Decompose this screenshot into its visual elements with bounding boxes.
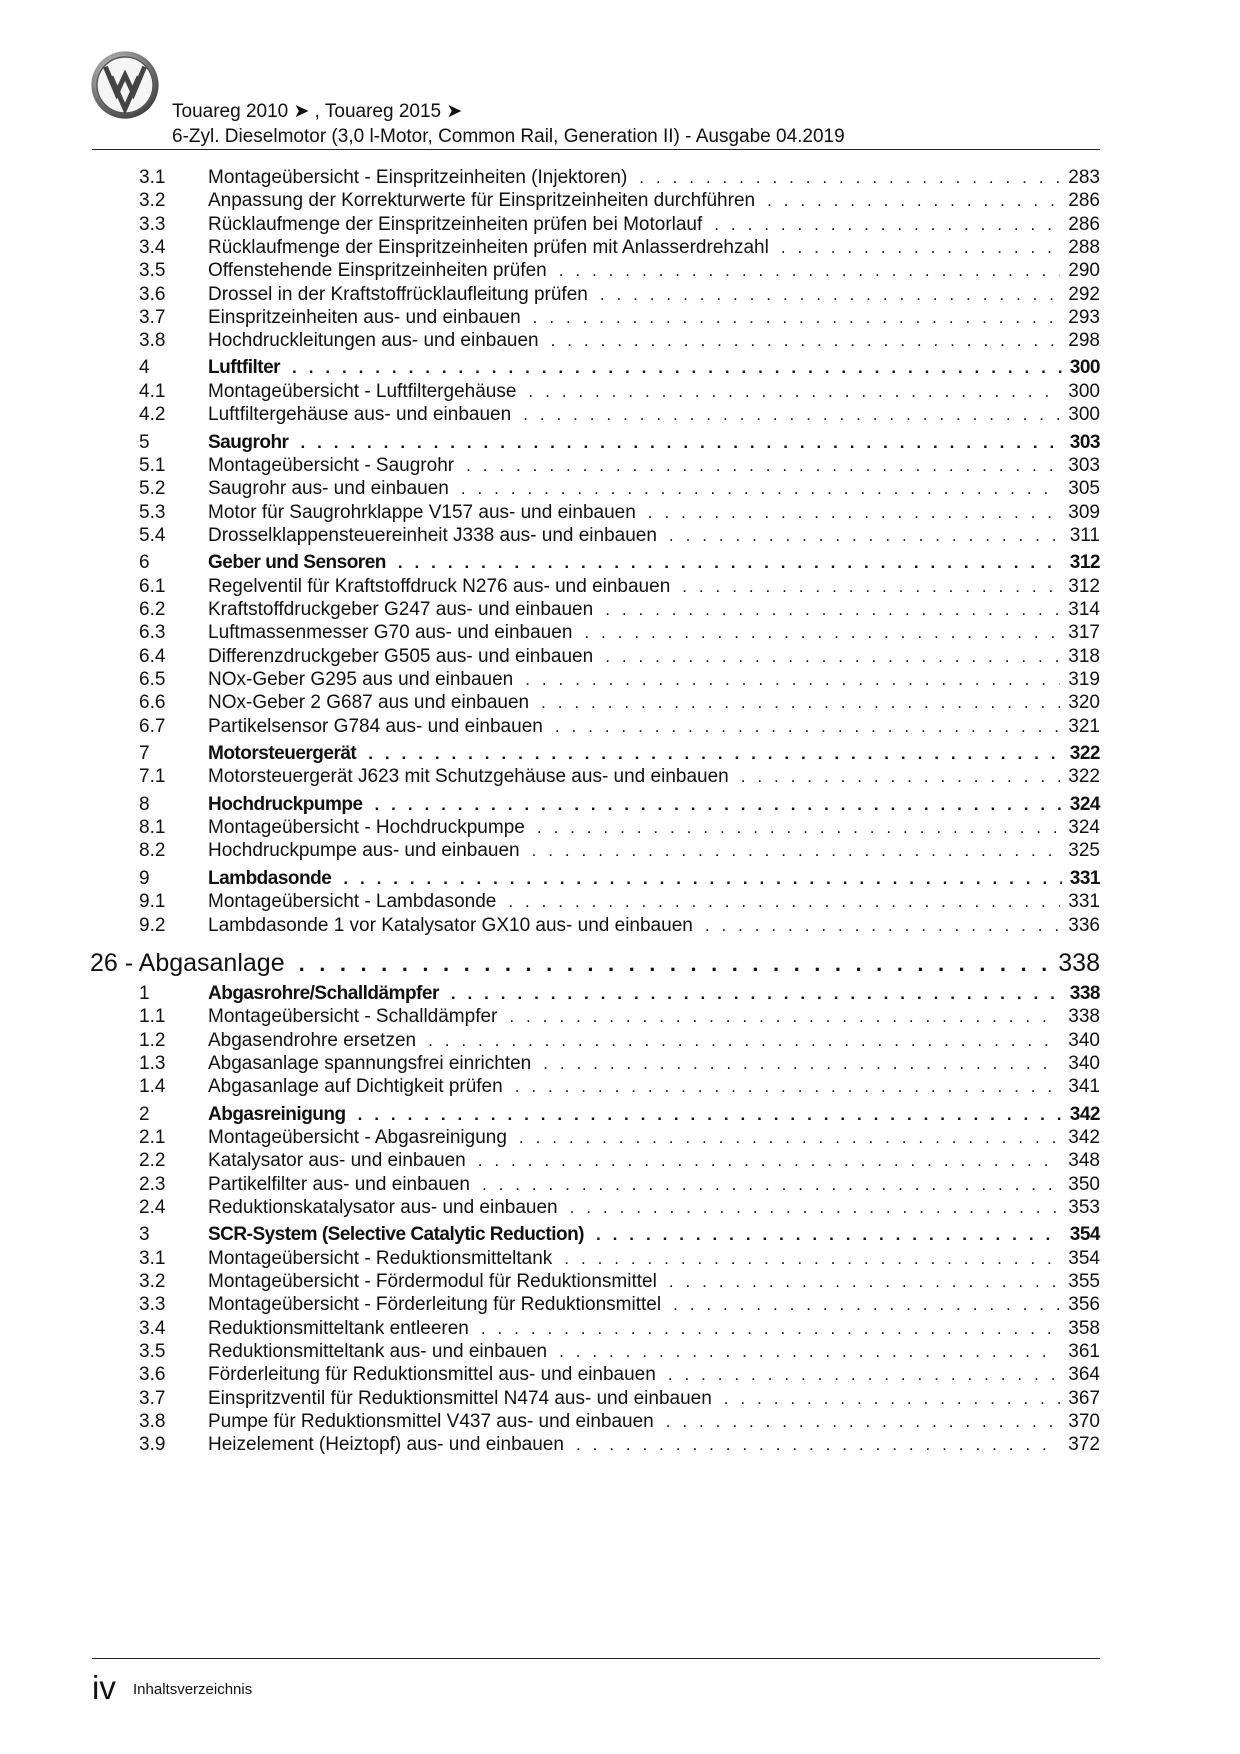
toc-page-number: 331 [1068, 891, 1100, 913]
toc-page-number: 348 [1068, 1150, 1100, 1172]
toc-number: 5.3 [139, 501, 166, 523]
toc-page-number: 305 [1068, 478, 1100, 500]
toc-entry[interactable] [0, 501, 1240, 525]
toc-title: Drosselklappensteuereinheit J338 aus- und einbauen [208, 524, 657, 546]
toc-leader-dots [541, 691, 1060, 715]
toc-page-number: 288 [1068, 236, 1100, 258]
toc-page-number: 341 [1068, 1076, 1100, 1098]
toc-page-number: 340 [1068, 1052, 1100, 1074]
toc-number: 3.5 [139, 1340, 166, 1362]
toc-page-number: 318 [1068, 645, 1100, 667]
toc-leader-dots [668, 1363, 1060, 1387]
toc-number: 6.4 [139, 645, 166, 667]
toc-page-number: 283 [1068, 167, 1100, 188]
toc-page-number: 293 [1068, 306, 1100, 328]
toc-number: 6.1 [139, 575, 166, 597]
toc-title: Montageübersicht - Einspritzeinheiten (Injektoren) [208, 167, 628, 188]
toc-leader-dots [600, 283, 1060, 307]
toc-number: 6 [139, 552, 150, 574]
toc-title: Hochdruckpumpe [208, 793, 363, 815]
toc-entry[interactable] [0, 1126, 1240, 1150]
toc-leader-dots [300, 431, 1061, 455]
toc-number: 4.2 [139, 404, 166, 426]
toc-title: NOx-Geber 2 G687 aus und einbauen [208, 692, 530, 714]
toc-page-number: 331 [1069, 867, 1100, 889]
toc-section[interactable] [0, 867, 1240, 891]
toc-page-number: 309 [1068, 501, 1100, 523]
toc-title: Luftmassenmesser G70 aus- und einbauen [208, 622, 573, 644]
toc-number: 9.1 [139, 891, 166, 913]
toc-title: Montageübersicht - Förderleitung für Reduktionsmittel [208, 1294, 662, 1316]
toc-title: NOx-Geber G295 aus und einbauen [208, 668, 514, 690]
toc-page-number: 372 [1068, 1434, 1100, 1456]
toc-page-number: 356 [1068, 1294, 1100, 1316]
toc-leader-dots [781, 236, 1060, 260]
toc-leader-dots [525, 668, 1060, 692]
toc-title: Einspritzventil für Reduktionsmittel N474 aus- und einbauen [208, 1387, 712, 1409]
toc-entry[interactable] [0, 1270, 1240, 1294]
toc-leader-dots [523, 403, 1060, 427]
toc-title: Reduktionsmitteltank entleeren [208, 1317, 469, 1339]
toc-leader-dots [461, 477, 1060, 501]
toc-entry[interactable] [0, 477, 1240, 501]
toc-page-number: 338 [1069, 982, 1100, 1004]
toc-page-number: 319 [1068, 668, 1100, 690]
toc-number: 3.3 [139, 213, 166, 235]
toc-title: Einspritzeinheiten aus- und einbauen [208, 306, 521, 328]
toc-page-number: 361 [1068, 1340, 1100, 1362]
toc-number: 3.2 [139, 1271, 166, 1292]
toc-title: Montageübersicht - Schalldämpfer [208, 1006, 498, 1028]
toc-leader-dots [482, 1173, 1060, 1197]
toc-number: 2.3 [139, 1173, 166, 1195]
toc-entry[interactable] [0, 166, 1240, 190]
toc-title: Abgasrohre/Schalldämpfer [208, 982, 439, 1004]
toc-entry[interactable] [0, 524, 1240, 548]
toc-title: Motorsteuergerät J623 mit Schutzgehäuse aus- und einbauen [208, 766, 729, 788]
toc-leader-dots [576, 1433, 1060, 1457]
toc-entry[interactable] [0, 306, 1240, 330]
toc-number: 3.1 [139, 1247, 166, 1269]
toc-entry[interactable] [0, 765, 1240, 789]
toc-section[interactable] [0, 551, 1240, 575]
toc-number: 6.3 [139, 622, 166, 644]
toc-leader-dots [466, 454, 1060, 478]
toc-number: 5.2 [139, 478, 166, 500]
toc-entry[interactable] [0, 715, 1240, 739]
toc-leader-dots [509, 1005, 1060, 1029]
toc-leader-dots [559, 259, 1061, 283]
toc-leader-dots [528, 380, 1060, 404]
toc-page-number: 300 [1068, 404, 1100, 426]
toc-page-number: 354 [1068, 1247, 1100, 1269]
toc-leader-dots [428, 1029, 1060, 1053]
vw-logo-icon [90, 50, 160, 120]
toc-number: 3.1 [139, 167, 166, 188]
toc-title: Montageübersicht - Fördermodul für Reduktionsmittel [208, 1271, 657, 1292]
toc-leader-dots [375, 793, 1062, 817]
toc-page-number: 311 [1069, 524, 1100, 546]
toc-entry[interactable] [0, 259, 1240, 283]
toc-number: 6.2 [139, 599, 166, 620]
toc-leader-dots [358, 1103, 1062, 1127]
toc-entry[interactable] [0, 1293, 1240, 1317]
toc-leader-dots [292, 356, 1062, 380]
toc-entry[interactable] [0, 1149, 1240, 1173]
toc-leader-dots [543, 1052, 1060, 1076]
toc-page-number: 353 [1068, 1196, 1100, 1218]
toc-leader-dots [682, 575, 1060, 599]
toc-entry[interactable] [0, 1340, 1240, 1364]
toc-leader-dots [533, 306, 1061, 330]
toc-entry[interactable] [0, 1005, 1240, 1029]
toc-title: Rücklaufmenge der Einspritzeinheiten prüfen bei Motorlauf [208, 213, 703, 235]
toc-number: 1.4 [139, 1076, 166, 1098]
toc-leader-dots [299, 947, 1053, 981]
toc-number: 3.4 [139, 236, 166, 258]
toc-entry[interactable] [0, 1433, 1240, 1457]
toc-section[interactable] [0, 431, 1240, 455]
toc-entry[interactable] [0, 1387, 1240, 1411]
toc-title: Abgasendrohre ersetzen [208, 1029, 417, 1051]
toc-number: 2 [139, 1103, 150, 1125]
toc-number: 3.7 [139, 1387, 166, 1409]
toc-entry[interactable] [0, 1173, 1240, 1197]
toc-title: Geber und Sensoren [208, 552, 386, 574]
toc-title: Motorsteuergerät [208, 742, 357, 764]
toc-number: 3.3 [139, 1294, 166, 1316]
toc-chapter[interactable] [0, 946, 1240, 980]
header-engine-line: 6-Zyl. Dieselmotor (3,0 l-Motor, Common Rail, Generation II) - Ausgabe 04.2019 [172, 126, 845, 147]
toc-title: Hochdruckpumpe aus- und einbauen [208, 840, 520, 862]
toc-page-number: 342 [1069, 1103, 1100, 1125]
toc-number: 3.8 [139, 330, 166, 352]
toc-title: Montageübersicht - Lambdasonde [208, 891, 497, 913]
toc-leader-dots [639, 166, 1060, 190]
toc-leader-dots [532, 839, 1061, 863]
toc-title: Montageübersicht - Reduktionsmitteltank [208, 1247, 553, 1269]
toc-number: 3 [139, 1224, 150, 1246]
toc-number: 3.5 [139, 260, 166, 282]
toc-entry[interactable] [0, 1247, 1240, 1271]
toc-entry[interactable] [0, 1052, 1240, 1076]
toc-number: 9 [139, 867, 150, 889]
toc-page-number: 290 [1068, 260, 1100, 282]
toc-title: Förderleitung für Reduktionsmittel aus- und einbauen [208, 1364, 656, 1386]
toc-leader-dots [551, 329, 1061, 353]
toc-entry[interactable] [0, 329, 1240, 353]
toc-leader-dots [515, 1075, 1061, 1099]
toc-entry[interactable] [0, 816, 1240, 840]
toc-page-number: 292 [1068, 283, 1100, 305]
toc-section[interactable] [0, 742, 1240, 766]
toc-entry[interactable] [0, 1196, 1240, 1220]
toc-leader-dots [564, 1247, 1060, 1271]
toc-entry[interactable] [0, 575, 1240, 599]
toc-number: 6.5 [139, 668, 166, 690]
toc-leader-dots [559, 1340, 1060, 1364]
toc-title: Partikelfilter aus- und einbauen [208, 1173, 470, 1195]
toc-entry[interactable] [0, 598, 1240, 622]
toc-title: Abgasanlage auf Dichtigkeit prüfen [208, 1076, 503, 1098]
toc-page-number: 342 [1068, 1127, 1100, 1148]
toc-title: Differenzdruckgeber G505 aus- und einbauen [208, 645, 594, 667]
toc-number: 6.7 [139, 715, 166, 737]
toc-number: 4.1 [139, 380, 166, 402]
toc-title: Reduktionskatalysator aus- und einbauen [208, 1196, 558, 1218]
toc-number: 8.2 [139, 840, 166, 862]
toc-page-number: 355 [1068, 1271, 1100, 1292]
toc-leader-dots [555, 715, 1060, 739]
toc-entry[interactable] [0, 454, 1240, 478]
toc-leader-dots [584, 621, 1060, 645]
toc-title: Saugrohr [208, 431, 289, 453]
toc-title: SCR-System (Selective Catalytic Reduction) [208, 1224, 585, 1246]
toc-section[interactable] [0, 1103, 1240, 1127]
toc-entry[interactable] [0, 380, 1240, 404]
toc-leader-dots [605, 598, 1060, 622]
toc-title: Drossel in der Kraftstoffrücklaufleitung prüfen [208, 283, 588, 305]
toc-page-number: 314 [1068, 599, 1100, 620]
toc-entry[interactable] [0, 283, 1240, 307]
toc-number: 3.8 [139, 1410, 166, 1432]
toc-title: Abgasreinigung [208, 1103, 346, 1125]
toc-leader-dots [767, 189, 1060, 213]
toc-page-number: 340 [1068, 1029, 1100, 1051]
toc-title: Abgasanlage spannungsfrei einrichten [208, 1052, 532, 1074]
toc-leader-dots [570, 1196, 1061, 1220]
toc-leader-dots [343, 867, 1061, 891]
toc-page-number: 325 [1068, 840, 1100, 862]
toc-number: 1 [139, 982, 150, 1004]
toc-page-number: 322 [1068, 766, 1100, 788]
toc-number: 2.1 [139, 1127, 166, 1148]
toc-leader-dots [605, 645, 1060, 669]
toc-leader-dots [648, 501, 1061, 525]
toc-title: Heizelement (Heiztopf) aus- und einbauen [208, 1434, 564, 1456]
toc-page-number: 321 [1068, 715, 1100, 737]
toc-number: 2.2 [139, 1150, 166, 1172]
toc-entry[interactable] [0, 1029, 1240, 1053]
toc-page-number: 317 [1068, 622, 1100, 644]
toc-title: Regelventil für Kraftstoffdruck N276 aus- und einbauen [208, 575, 671, 597]
toc-title: Montageübersicht - Hochdruckpumpe [208, 817, 525, 839]
toc-page-number: 322 [1069, 742, 1100, 764]
toc-entry[interactable] [0, 1075, 1240, 1099]
header-vehicle-line: Touareg 2010 ➤ , Touareg 2015 ➤ [172, 101, 463, 122]
toc-number: 3.2 [139, 190, 166, 212]
toc-number: 5 [139, 431, 150, 453]
toc-number: 3.4 [139, 1317, 166, 1339]
toc-page-number: 354 [1069, 1224, 1100, 1246]
toc-page-number: 364 [1068, 1364, 1100, 1386]
toc-title: Hochdruckleitungen aus- und einbauen [208, 330, 539, 352]
toc-leader-dots [368, 742, 1062, 766]
toc-entry[interactable] [0, 1317, 1240, 1341]
toc-title: Lambdasonde [208, 867, 332, 889]
toc-number: 3.7 [139, 306, 166, 328]
toc-leader-dots [669, 524, 1062, 548]
toc-title: Partikelsensor G784 aus- und einbauen [208, 715, 543, 737]
toc-title: Kraftstoffdruckgeber G247 aus- und einbauen [208, 599, 594, 620]
toc-title: Reduktionsmitteltank aus- und einbauen [208, 1340, 548, 1362]
toc-section[interactable] [0, 356, 1240, 380]
toc-number: 3.6 [139, 1364, 166, 1386]
toc-page-number: 320 [1068, 692, 1100, 714]
footer-label: Inhaltsverzeichnis [133, 1681, 253, 1698]
toc-chapter-title: 26 - Abgasanlage [90, 948, 285, 977]
toc-title: Offenstehende Einspritzeinheiten prüfen [208, 260, 547, 282]
toc-leader-dots [451, 982, 1062, 1006]
toc-entry[interactable] [0, 890, 1240, 914]
toc-number: 3.6 [139, 283, 166, 305]
toc-title: Pumpe für Reduktionsmittel V437 aus- und einbauen [208, 1410, 654, 1432]
toc-number: 6.6 [139, 692, 166, 714]
toc-leader-dots [666, 1410, 1061, 1434]
toc-page-number: 324 [1068, 817, 1100, 839]
toc-number: 1.3 [139, 1052, 166, 1074]
toc-title: Lambdasonde 1 vor Katalysator GX10 aus- und einbauen [208, 914, 693, 936]
toc-leader-dots [724, 1387, 1061, 1411]
toc-section[interactable] [0, 982, 1240, 1006]
toc-title: Luftfilter [208, 357, 281, 379]
toc-title: Montageübersicht - Luftfiltergehäuse [208, 380, 517, 402]
toc-page-number: 286 [1068, 190, 1100, 212]
toc-entry[interactable] [0, 236, 1240, 260]
toc-number: 4 [139, 357, 150, 379]
toc-number: 8 [139, 793, 150, 815]
toc-section[interactable] [0, 793, 1240, 817]
toc-number: 1.2 [139, 1029, 166, 1051]
toc-title: Montageübersicht - Saugrohr [208, 455, 455, 476]
toc-page-number: 324 [1069, 793, 1100, 815]
toc-leader-dots [519, 1126, 1060, 1150]
toc-entry[interactable] [0, 1363, 1240, 1387]
header-divider [92, 149, 1100, 150]
toc-page-number: 298 [1068, 330, 1100, 352]
toc-number: 1.1 [139, 1006, 166, 1028]
toc-leader-dots [673, 1293, 1060, 1317]
toc-title: Anpassung der Korrekturwerte für Einspritzeinheiten durchführen [208, 190, 756, 212]
toc-number: 2.4 [139, 1196, 166, 1218]
toc-number: 8.1 [139, 817, 166, 839]
toc-page-number: 367 [1068, 1387, 1100, 1409]
toc-title: Rücklaufmenge der Einspritzeinheiten prüfen mit Anlasserdrehzahl [208, 236, 769, 258]
toc-page-number: 300 [1068, 380, 1100, 402]
toc-number: 7.1 [139, 766, 166, 788]
toc-page-number: 312 [1069, 552, 1100, 574]
toc-leader-dots [481, 1317, 1060, 1341]
toc-leader-dots [478, 1149, 1061, 1173]
toc-page-number: 338 [1058, 948, 1100, 977]
toc-leader-dots [705, 914, 1060, 938]
toc-leader-dots [669, 1270, 1060, 1294]
toc-number: 9.2 [139, 914, 166, 936]
toc-section[interactable] [0, 1223, 1240, 1247]
toc-page-number: 336 [1068, 914, 1100, 936]
toc-page-number: 358 [1068, 1317, 1100, 1339]
toc-leader-dots [398, 551, 1062, 575]
toc-leader-dots [508, 890, 1060, 914]
toc-page-number: 303 [1069, 431, 1100, 453]
toc-page-number: 350 [1068, 1173, 1100, 1195]
toc-page-number: 338 [1068, 1006, 1100, 1028]
toc-number: 3.9 [139, 1434, 166, 1456]
toc-title: Motor für Saugrohrklappe V157 aus- und einbauen [208, 501, 636, 523]
toc-number: 5.1 [139, 455, 166, 476]
toc-leader-dots [537, 816, 1060, 840]
footer-divider [92, 1658, 1100, 1659]
toc-page-number: 370 [1068, 1410, 1100, 1432]
toc-title: Luftfiltergehäuse aus- und einbauen [208, 404, 512, 426]
toc-leader-dots [596, 1223, 1062, 1247]
toc-entry[interactable] [0, 668, 1240, 692]
toc-title: Saugrohr aus- und einbauen [208, 478, 449, 500]
toc-entry[interactable] [0, 1410, 1240, 1434]
toc-entry[interactable] [0, 691, 1240, 715]
toc-page-number: 312 [1068, 575, 1100, 597]
toc-page-number: 300 [1069, 357, 1100, 379]
footer-page-number: iv [92, 1669, 116, 1706]
toc-leader-dots [741, 765, 1061, 789]
toc-entry[interactable] [0, 621, 1240, 645]
toc-page-number: 286 [1068, 213, 1100, 235]
toc-entry[interactable] [0, 189, 1240, 213]
toc-title: Katalysator aus- und einbauen [208, 1150, 466, 1172]
toc-entry[interactable] [0, 403, 1240, 427]
toc-title: Montageübersicht - Abgasreinigung [208, 1127, 507, 1148]
toc-page-number: 303 [1068, 455, 1100, 476]
toc-leader-dots [714, 213, 1060, 237]
toc-number: 7 [139, 742, 150, 764]
toc-entry[interactable] [0, 914, 1240, 938]
toc-number: 5.4 [139, 524, 166, 546]
toc-entry[interactable] [0, 645, 1240, 669]
toc-entry[interactable] [0, 213, 1240, 237]
toc-entry[interactable] [0, 839, 1240, 863]
